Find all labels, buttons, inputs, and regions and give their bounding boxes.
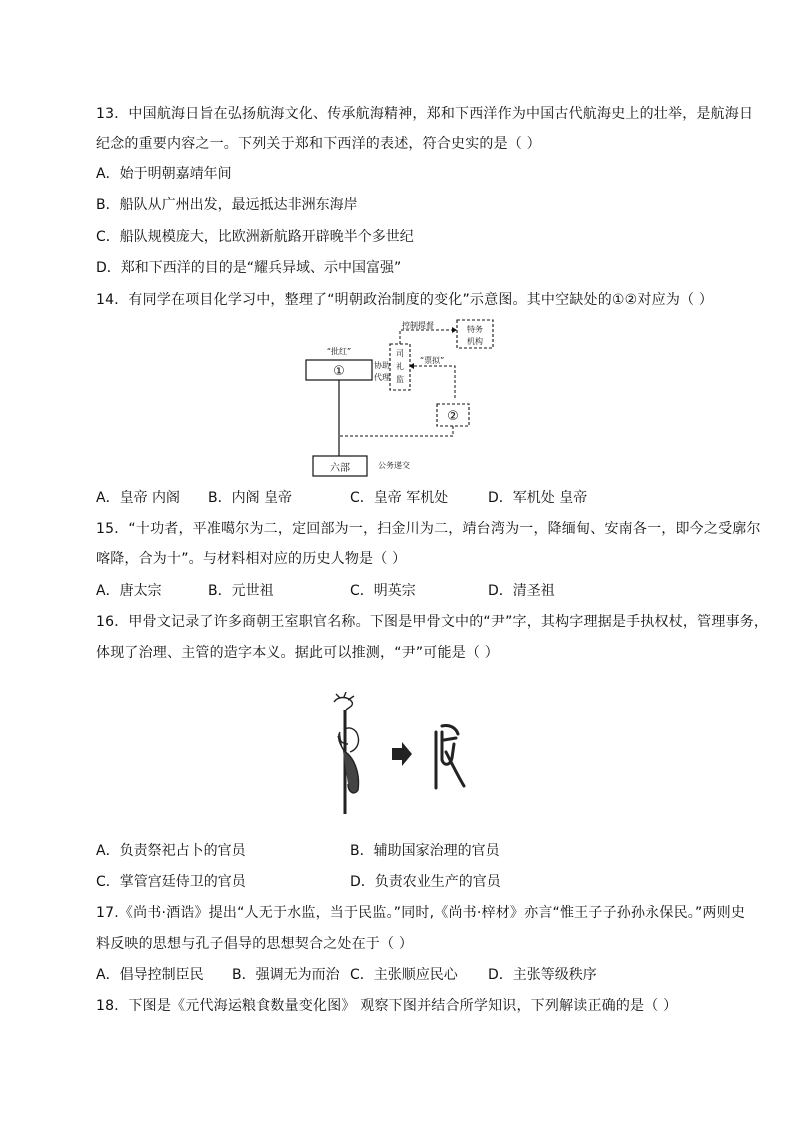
- q17-option-b[interactable]: B．强调无为而治: [232, 967, 340, 983]
- diagram-siliji-2: 礼: [396, 362, 404, 371]
- q13-option-b[interactable]: B．船队从广州出发，最远抵达非洲东海岸: [96, 197, 358, 213]
- q15-option-a[interactable]: A．唐太宗: [96, 583, 162, 599]
- diagram-tewu-1: 特务: [467, 325, 483, 334]
- diagram-kongzhi: 控制提督: [402, 321, 434, 330]
- q17-option-d[interactable]: D．主张等级秩序: [488, 967, 597, 983]
- q13-stem-line2: 纪念的重要内容之一。下列关于郑和下西洋的表述，符合史实的是（ ）: [96, 136, 541, 152]
- diagram-piaoni: “票拟”: [420, 356, 445, 365]
- q14-option-d[interactable]: D．军机处 皇帝: [488, 490, 588, 506]
- q13-stem-line1: 13．中国航海日旨在弘扬航海文化、传承航海精神，郑和下西洋作为中国古代航海史上的壮举，是航海日: [96, 106, 754, 122]
- diagram-xiezhu: 协助: [374, 361, 390, 370]
- q16-option-a[interactable]: A．负责祭祀占卜的官员: [96, 843, 246, 859]
- diagram-siliji-1: 司: [396, 349, 404, 358]
- diagram-circle1: ①: [333, 364, 345, 379]
- q16-option-b[interactable]: B．辅助国家治理的官员: [350, 843, 500, 859]
- q15-stem-line2: 喀降，合为十”。与材料相对应的历史人物是（ ）: [96, 551, 407, 567]
- diagram-liubu: 六部: [330, 463, 350, 474]
- yin-glyph-icon: [436, 725, 464, 788]
- q14-option-c[interactable]: C．皇帝 军机处: [350, 490, 449, 506]
- q18-stem-line1: 18．下图是《元代海运粮食数量变化图》 观察下图并结合所学知识，下列解读正确的是（ ）: [96, 998, 678, 1014]
- hand-staff-icon: [334, 692, 359, 814]
- q13-option-d[interactable]: D．郑和下西洋的目的是“耀兵异域、示中国富强”: [96, 260, 402, 276]
- q16-stem-line1: 16．甲骨文记录了许多商朝王室职官名称。下图是甲骨文中的“尹”字，其构字理据是手执权杖，管理事务，: [96, 614, 769, 630]
- q16-option-c[interactable]: C．掌管宫廷侍卫的官员: [96, 874, 246, 890]
- diagram-circle2: ②: [447, 409, 459, 424]
- q15-option-b[interactable]: B．元世祖: [208, 583, 274, 599]
- q15-stem-line1: 15．“十功者，平准噶尔为二，定回部为一，扫金川为二，靖台湾为一，降缅甸、安南各一，即今之受廓尔: [96, 521, 761, 537]
- yin-oracle-figure: [318, 692, 488, 820]
- q13-option-c[interactable]: C．船队规模庞大，比欧洲新航路开辟晚半个多世纪: [96, 229, 414, 245]
- diagram-siliji-3: 监: [396, 375, 404, 384]
- q17-stem-line2: 料反映的思想与孔子倡导的思想契合之处在于（ ）: [96, 936, 414, 952]
- diagram-pihong: “批红”: [326, 347, 352, 356]
- q16-stem-line2: 体现了治理、主管的造字本义。据此可以推测，“尹”可能是（ ）: [96, 645, 499, 661]
- ming-politics-diagram: [300, 318, 520, 482]
- q14-option-a[interactable]: A．皇帝 内阁: [96, 490, 181, 506]
- q15-option-c[interactable]: C．明英宗: [350, 583, 416, 599]
- q16-option-d[interactable]: D．负责农业生产的官员: [350, 874, 501, 890]
- diagram-tewu-2: 机构: [467, 337, 483, 346]
- q14-option-b[interactable]: B．内阁 皇帝: [208, 490, 293, 506]
- q17-stem-line1: 17.《尚书·酒诰》提出“人无于水监，当于民监。”同时,《尚书·梓材》亦言“惟王子子孙孙永保民。”两则史: [96, 905, 746, 921]
- q17-option-c[interactable]: C．主张顺应民心: [350, 967, 458, 983]
- q13-option-a[interactable]: A．始于明朝嘉靖年间: [96, 166, 232, 182]
- arrow-right-icon: [392, 742, 412, 766]
- diagram-gongwu: 公务递交: [378, 461, 410, 470]
- q17-option-a[interactable]: A．倡导控制臣民: [96, 967, 204, 983]
- q14-stem-line1: 14．有同学在项目化学习中，整理了“明朝政治制度的变化”示意图。其中空缺处的①②对应为（ ）: [96, 292, 714, 308]
- diagram-daili: 代理: [374, 373, 390, 382]
- q15-option-d[interactable]: D．清圣祖: [488, 583, 555, 599]
